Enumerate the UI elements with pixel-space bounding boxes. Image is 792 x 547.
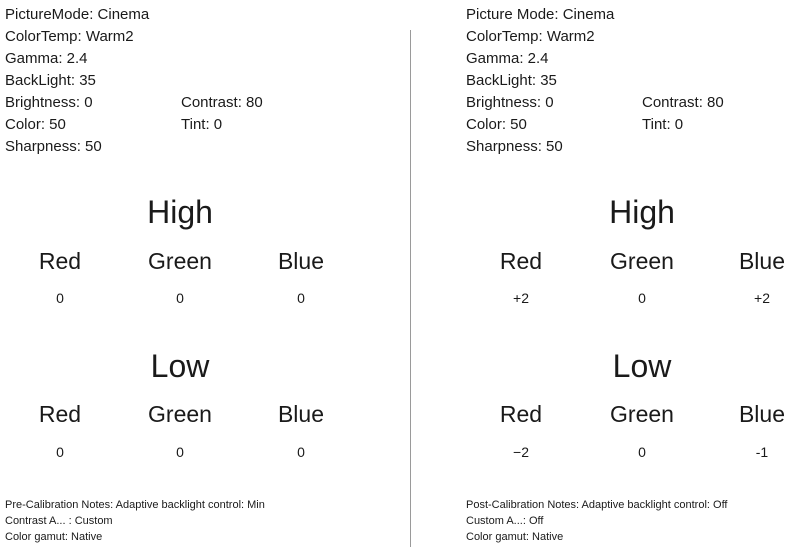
high-blue-label: Blue (277, 248, 325, 274)
sharpness-text: Sharpness: 50 (5, 138, 102, 155)
notes-line: Contrast A... : Custom (5, 515, 113, 527)
high-blue-value: +2 (754, 290, 770, 306)
brightness-text: Brightness: 0 (5, 94, 93, 111)
low-green-value: 0 (176, 444, 184, 460)
calibration-notes (5, 497, 265, 545)
low-title: Low (150, 348, 210, 384)
high-green-value: 0 (176, 290, 184, 306)
calibration-notes (466, 497, 728, 545)
color-text: Color: 50 (5, 116, 66, 133)
brightness-text: Brightness: 0 (466, 94, 554, 111)
tint-text: Tint: 0 (181, 116, 223, 133)
gamma-text: Gamma: 2.4 (466, 50, 549, 67)
high-title: High (609, 194, 675, 230)
low-green-value: 0 (638, 444, 646, 460)
low-blue-label: Blue (277, 401, 325, 427)
notes-line: Post-Calibration Notes: Adaptive backlight control: Off (466, 499, 728, 511)
notes-line: Color gamut: Native (466, 531, 564, 543)
backlight-text: BackLight: 35 (5, 72, 96, 89)
tint-text: Tint: 0 (642, 116, 684, 133)
high-blue-label: Blue (738, 248, 786, 274)
high-green-label: Green (148, 248, 212, 274)
high-red-label: Red (38, 248, 82, 274)
color-text: Color: 50 (466, 116, 527, 133)
low-green-label: Green (148, 401, 212, 427)
settings-list (5, 4, 263, 158)
low-red-value: 0 (56, 444, 64, 460)
high-blue-value: 0 (297, 290, 305, 306)
notes-line: Color gamut: Native (5, 531, 103, 543)
sharpness-text: Sharpness: 50 (466, 138, 563, 155)
notes-line: Custom A...: Off (466, 515, 544, 527)
high-green-label: Green (610, 248, 674, 274)
contrast-text: Contrast: 80 (642, 94, 724, 111)
low-red-value: −2 (513, 444, 529, 460)
low-blue-value: -1 (755, 444, 769, 460)
high-title: High (147, 194, 213, 230)
low-blue-label: Blue (738, 401, 786, 427)
color-temp-text: ColorTemp: Warm2 (466, 28, 595, 45)
settings-list (466, 4, 724, 158)
picture-mode-text: Picture Mode: Cinema (466, 6, 615, 23)
contrast-text: Contrast: 80 (181, 94, 263, 111)
color-temp-text: ColorTemp: Warm2 (5, 28, 134, 45)
notes-line: Pre-Calibration Notes: Adaptive backlight control: Min (5, 499, 265, 511)
backlight-text: BackLight: 35 (466, 72, 557, 89)
low-green-label: Green (610, 401, 674, 427)
post-calibration-panel (396, 0, 792, 547)
high-red-value: +2 (513, 290, 529, 306)
low-title: Low (612, 348, 672, 384)
gamma-text: Gamma: 2.4 (5, 50, 88, 67)
low-blue-value: 0 (297, 444, 305, 460)
low-red-label: Red (38, 401, 82, 427)
picture-mode-text: PictureMode: Cinema (5, 6, 150, 23)
high-red-value: 0 (56, 290, 64, 306)
high-red-label: Red (499, 248, 543, 274)
low-red-label: Red (499, 401, 543, 427)
high-green-value: 0 (638, 290, 646, 306)
